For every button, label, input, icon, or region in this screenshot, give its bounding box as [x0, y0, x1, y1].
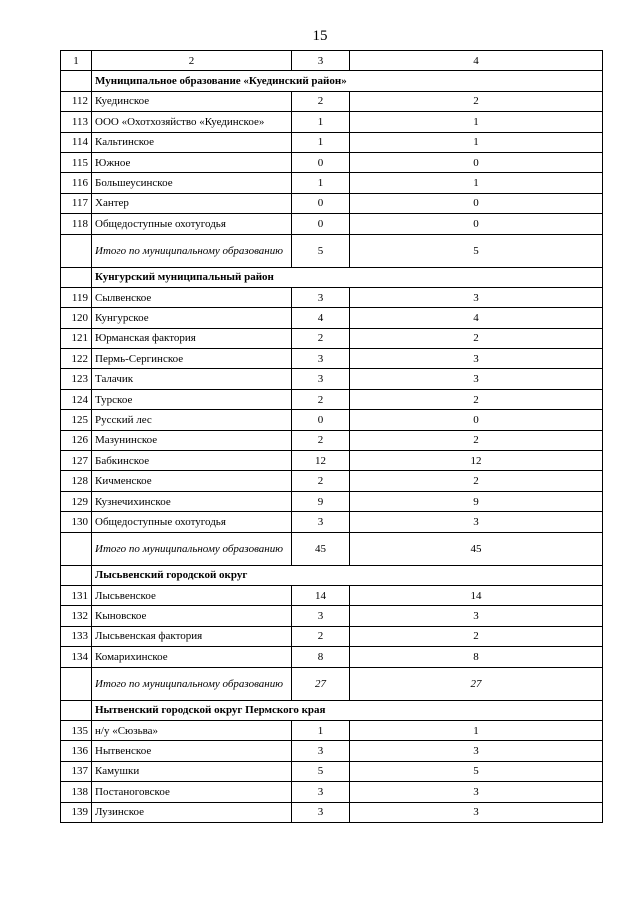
row-name: Кичменское [92, 471, 292, 491]
row-value-col4: 3 [350, 782, 603, 802]
row-name: Кальтинское [92, 132, 292, 152]
row-name: Лысьвенская фактория [92, 626, 292, 646]
subtotal-index-cell [61, 234, 92, 267]
row-value-col4: 3 [350, 287, 603, 307]
table-row [61, 369, 603, 389]
row-number: 132 [61, 606, 92, 626]
row-value-col4: 3 [350, 606, 603, 626]
row-number: 121 [61, 328, 92, 348]
section-index-cell [61, 71, 92, 91]
subtotal-label: Итого по муниципальному образованию [92, 532, 292, 565]
row-number: 133 [61, 626, 92, 646]
row-number: 139 [61, 802, 92, 822]
row-value-col4: 3 [350, 369, 603, 389]
row-value-col3: 3 [292, 287, 350, 307]
table-body [61, 51, 603, 823]
subtotal-value-col4: 27 [350, 667, 603, 700]
row-name: Кунгурское [92, 308, 292, 328]
subtotal-value-col3: 5 [292, 234, 350, 267]
row-number: 117 [61, 193, 92, 213]
row-value-col4: 9 [350, 491, 603, 511]
subtotal-value-col4: 5 [350, 234, 603, 267]
row-number: 127 [61, 451, 92, 471]
row-name: Пермь-Сергинское [92, 349, 292, 369]
row-number: 120 [61, 308, 92, 328]
header-cell-4: 4 [350, 51, 603, 71]
row-number: 138 [61, 782, 92, 802]
row-value-col4: 2 [350, 626, 603, 646]
row-value-col3: 5 [292, 761, 350, 781]
row-number: 122 [61, 349, 92, 369]
subtotal-row [61, 234, 603, 267]
section-index-cell [61, 565, 92, 585]
subtotal-index-cell [61, 667, 92, 700]
row-name: Турское [92, 389, 292, 409]
row-name: Сылвенское [92, 287, 292, 307]
row-value-col3: 3 [292, 512, 350, 532]
row-name: Нытвенское [92, 741, 292, 761]
subtotal-value-col4: 45 [350, 532, 603, 565]
row-value-col4: 1 [350, 173, 603, 193]
row-number: 130 [61, 512, 92, 532]
row-number: 124 [61, 389, 92, 409]
table-row [61, 626, 603, 646]
row-number: 115 [61, 152, 92, 172]
row-value-col3: 3 [292, 606, 350, 626]
table-row [61, 91, 603, 111]
row-name: Южное [92, 152, 292, 172]
table-row [61, 761, 603, 781]
subtotal-label: Итого по муниципальному образованию [92, 667, 292, 700]
row-value-col4: 2 [350, 91, 603, 111]
section-title: Муниципальное образование «Куединский район» [92, 71, 603, 91]
row-value-col3: 2 [292, 471, 350, 491]
row-value-col4: 3 [350, 802, 603, 822]
row-value-col4: 0 [350, 214, 603, 234]
row-name: Кузнечихинское [92, 491, 292, 511]
section-row [61, 565, 603, 585]
table-row [61, 152, 603, 172]
row-value-col3: 1 [292, 112, 350, 132]
header-cell-3: 3 [292, 51, 350, 71]
row-value-col3: 4 [292, 308, 350, 328]
row-name: Общедоступные охотугодья [92, 512, 292, 532]
subtotal-row [61, 532, 603, 565]
row-value-col4: 1 [350, 112, 603, 132]
row-value-col3: 3 [292, 782, 350, 802]
subtotal-label: Итого по муниципальному образованию [92, 234, 292, 267]
row-value-col3: 3 [292, 369, 350, 389]
row-value-col4: 5 [350, 761, 603, 781]
row-value-col4: 12 [350, 451, 603, 471]
row-value-col3: 2 [292, 430, 350, 450]
section-index-cell [61, 700, 92, 720]
table-row [61, 193, 603, 213]
row-name: Талачик [92, 369, 292, 389]
row-number: 118 [61, 214, 92, 234]
row-name: Постаноговское [92, 782, 292, 802]
table-row [61, 802, 603, 822]
row-number: 126 [61, 430, 92, 450]
section-index-cell [61, 267, 92, 287]
header-cell-2: 2 [92, 51, 292, 71]
row-name: Куединское [92, 91, 292, 111]
table-row [61, 471, 603, 491]
table-row [61, 606, 603, 626]
row-value-col3: 0 [292, 410, 350, 430]
row-name: ООО «Охотхозяйство «Куединское» [92, 112, 292, 132]
page-number: 15 [312, 28, 328, 44]
row-number: 131 [61, 585, 92, 605]
row-number: 116 [61, 173, 92, 193]
section-row [61, 700, 603, 720]
row-value-col3: 8 [292, 647, 350, 667]
row-value-col4: 14 [350, 585, 603, 605]
table-row [61, 349, 603, 369]
row-number: 114 [61, 132, 92, 152]
row-value-col4: 0 [350, 410, 603, 430]
section-title: Нытвенский городской округ Пермского края [92, 700, 603, 720]
row-value-col3: 3 [292, 349, 350, 369]
table-row [61, 287, 603, 307]
row-value-col3: 2 [292, 626, 350, 646]
row-value-col4: 2 [350, 471, 603, 491]
row-number: 136 [61, 741, 92, 761]
data-table [60, 50, 603, 823]
row-value-col3: 3 [292, 802, 350, 822]
row-value-col3: 2 [292, 328, 350, 348]
table-row [61, 720, 603, 740]
table-row [61, 512, 603, 532]
subtotal-value-col3: 27 [292, 667, 350, 700]
row-number: 129 [61, 491, 92, 511]
table-row [61, 328, 603, 348]
row-name: Хантер [92, 193, 292, 213]
header-cell-1: 1 [61, 51, 92, 71]
row-value-col4: 2 [350, 389, 603, 409]
section-row [61, 267, 603, 287]
row-name: Юрманская фактория [92, 328, 292, 348]
row-name: Большеусинское [92, 173, 292, 193]
header-row [61, 51, 603, 71]
table-row [61, 491, 603, 511]
row-value-col3: 12 [292, 451, 350, 471]
table-row [61, 214, 603, 234]
row-value-col4: 3 [350, 349, 603, 369]
row-value-col3: 1 [292, 720, 350, 740]
row-number: 123 [61, 369, 92, 389]
subtotal-index-cell [61, 532, 92, 565]
row-name: Бабкинское [92, 451, 292, 471]
subtotal-value-col3: 45 [292, 532, 350, 565]
row-number: 119 [61, 287, 92, 307]
row-value-col3: 0 [292, 214, 350, 234]
table-row [61, 389, 603, 409]
row-number: 135 [61, 720, 92, 740]
table-row [61, 173, 603, 193]
row-name: Лузинское [92, 802, 292, 822]
row-number: 134 [61, 647, 92, 667]
row-value-col4: 1 [350, 720, 603, 740]
row-value-col3: 9 [292, 491, 350, 511]
row-name: н/у «Сюзьва» [92, 720, 292, 740]
row-value-col4: 0 [350, 193, 603, 213]
table-row [61, 132, 603, 152]
table-row [61, 430, 603, 450]
row-name: Кыновское [92, 606, 292, 626]
table-row [61, 782, 603, 802]
row-number: 128 [61, 471, 92, 491]
row-value-col4: 3 [350, 741, 603, 761]
row-value-col4: 2 [350, 430, 603, 450]
row-name: Лысьвенское [92, 585, 292, 605]
row-name: Общедоступные охотугодья [92, 214, 292, 234]
row-value-col4: 0 [350, 152, 603, 172]
row-value-col4: 3 [350, 512, 603, 532]
row-number: 113 [61, 112, 92, 132]
subtotal-row [61, 667, 603, 700]
row-number: 125 [61, 410, 92, 430]
row-value-col3: 0 [292, 152, 350, 172]
row-number: 137 [61, 761, 92, 781]
row-value-col3: 0 [292, 193, 350, 213]
table-row [61, 647, 603, 667]
row-value-col4: 1 [350, 132, 603, 152]
section-title: Кунгурский муниципальный район [92, 267, 603, 287]
table-row [61, 410, 603, 430]
row-name: Комарихинское [92, 647, 292, 667]
section-row [61, 71, 603, 91]
row-name: Мазунинское [92, 430, 292, 450]
row-name: Камушки [92, 761, 292, 781]
table-row [61, 741, 603, 761]
row-value-col4: 8 [350, 647, 603, 667]
row-value-col3: 14 [292, 585, 350, 605]
row-number: 112 [61, 91, 92, 111]
table-row [61, 585, 603, 605]
row-value-col3: 1 [292, 132, 350, 152]
row-name: Русский лес [92, 410, 292, 430]
row-value-col4: 2 [350, 328, 603, 348]
row-value-col4: 4 [350, 308, 603, 328]
table-row [61, 308, 603, 328]
row-value-col3: 1 [292, 173, 350, 193]
row-value-col3: 2 [292, 91, 350, 111]
row-value-col3: 3 [292, 741, 350, 761]
table-row [61, 451, 603, 471]
table-row [61, 112, 603, 132]
section-title: Лысьвенский городской округ [92, 565, 603, 585]
row-value-col3: 2 [292, 389, 350, 409]
